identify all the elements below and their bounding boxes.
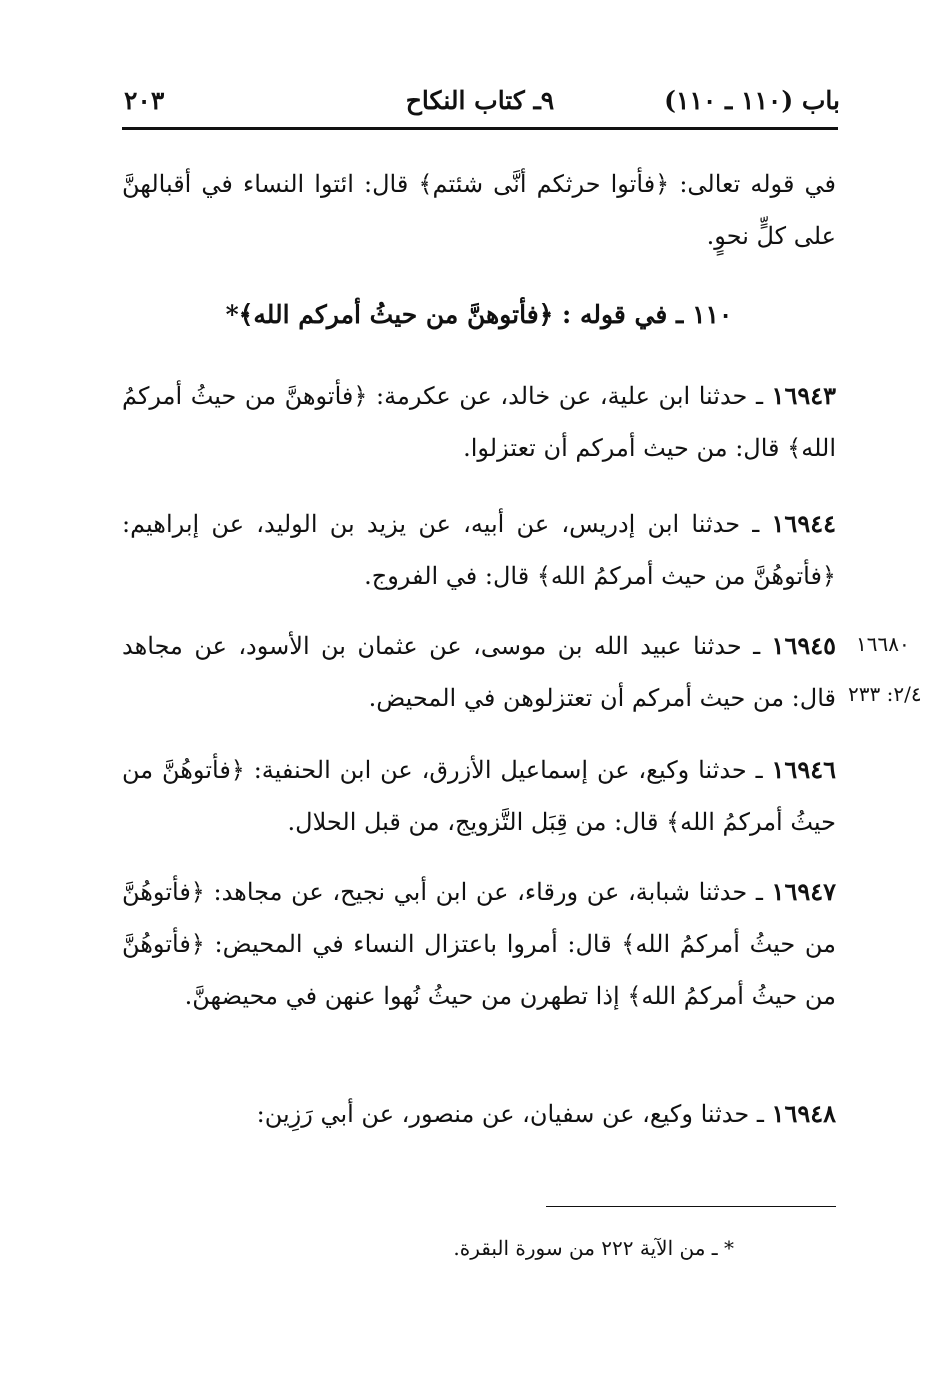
footnote-rule	[546, 1206, 836, 1207]
hadith-entry	[122, 744, 836, 848]
hadith-text: ـ حدثنا عبيد الله بن موسى، عن عثمان بن الأسود، عن مجاهد قال: من حيث أمركم أن تعتزلوهن في المحيض.	[122, 632, 836, 712]
footnote: * ـ من الآية ٢٢٢ من سورة البقرة.	[453, 1236, 734, 1260]
chapter-heading: باب (١١٠ ـ ١١٠)	[664, 86, 840, 115]
hadith-text: ـ حدثنا وكيع، عن إسماعيل الأزرق، عن ابن الحنفية: ﴿فأتوهُنَّ من حيثُ أمركمُ الله﴾ قال: من قِبَل التَّزويج، من قبل الحلال.	[122, 756, 836, 836]
hadith-number: ١٦٩٤٧	[771, 877, 836, 906]
hadith-entry	[122, 1088, 836, 1140]
hadith-entry	[122, 498, 836, 602]
book-heading: ٩ـ كتاب النكاح	[405, 86, 555, 115]
hadith-text: ـ حدثنا شبابة، عن ورقاء، عن ابن أبي نجيح، عن مجاهد: ﴿فأتوهُنَّ من حيثُ أمركمُ الله﴾ قال: أمروا باعتزال النساء في المحيض: ﴿فأتوهُنَّ من حيثُ أمركمُ الله﴾ إذا تطهرن من حيثُ نُهوا عنهن في محيضهنَّ.	[122, 878, 836, 1010]
hadith-text: ـ حدثنا وكيع، عن سفيان، عن منصور، عن أبي رَزِين:	[256, 1100, 764, 1128]
hadith-number: ١٦٩٤٤	[771, 509, 836, 538]
hadith-entry	[122, 620, 836, 724]
hadith-number: ١٦٩٤٥	[771, 631, 836, 660]
margin-reference: ١٦٦٨٠	[856, 632, 910, 656]
hadith-entry	[122, 866, 836, 1022]
hadith-text: ـ حدثنا ابن علية، عن خالد، عن عكرمة: ﴿فأتوهنَّ من حيثُ أمركمُ الله﴾ قال: من حيث أمركم أن تعتزلوا.	[122, 382, 836, 462]
hadith-number: ١٦٩٤٣	[771, 381, 836, 410]
page-header	[120, 86, 840, 122]
intro-paragraph: في قوله تعالى: ﴿فأتوا حرثكم أنَّى شئتم﴾ قال: ائتوا النساء في أقبالهنَّ على كلٍّ نحوٍ.	[122, 170, 836, 250]
hadith-number: ١٦٩٤٨	[771, 1099, 836, 1128]
hadith-entry	[122, 370, 836, 474]
header-rule	[122, 127, 838, 130]
hadith-number: ١٦٩٤٦	[771, 755, 836, 784]
hadith-text: ـ حدثنا ابن إدريس، عن أبيه، عن يزيد بن الوليد، عن إبراهيم: ﴿فأتوهُنَّ من حيث أمركمُ الله﴾ قال: في الفروج.	[122, 510, 836, 590]
section-title: ١١٠ ـ في قوله : ﴿فأتوهنَّ من حيثُ أمركم الله﴾*	[225, 300, 733, 329]
page-number: ٢٠٣	[124, 86, 165, 115]
margin-reference: ٢/٤: ٢٣٣	[848, 682, 922, 706]
